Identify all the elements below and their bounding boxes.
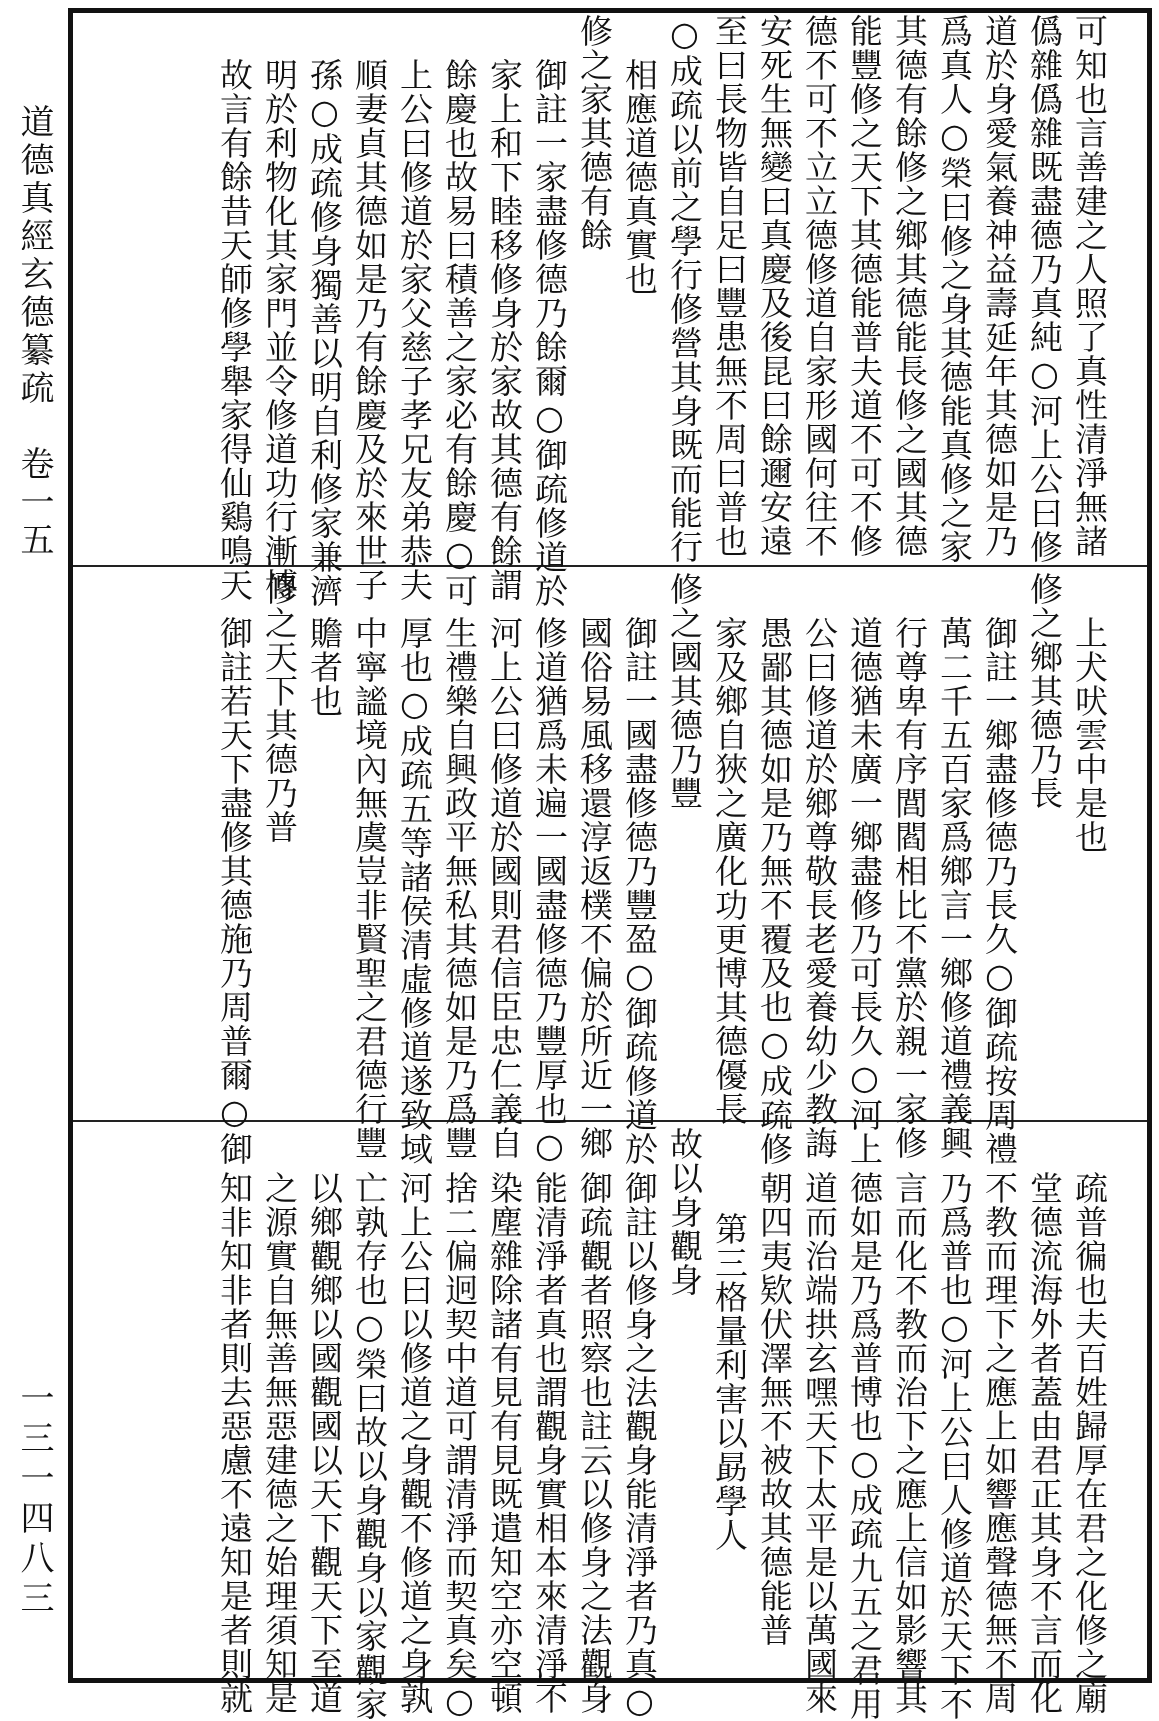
- text-column: 能豐修之天下其德能普夫道不可不修: [845, 14, 884, 558]
- text-column: 僞雜僞雜既盡德乃真純○河上公曰修: [1025, 14, 1064, 564]
- margin-page-number: 一三一四八三: [14, 1380, 54, 1620]
- text-column: 道而治端拱玄嘿天下太平是以萬國來: [800, 1171, 839, 1715]
- heading-column: 修之鄉其德乃長: [1025, 572, 1064, 810]
- text-column: 御疏觀者照察也註云以修身之法觀身: [575, 1171, 614, 1715]
- text-column: 至曰長物皆自足曰豐患無不周曰普也: [710, 14, 749, 558]
- text-panel-top: [105, 14, 1115, 608]
- text-column: 道德猶未廣一鄉盡修乃可長久○河上: [845, 616, 884, 1166]
- margin-book-title: 道德真經玄德纂疏 卷一五: [14, 104, 54, 560]
- text-column: 河上公曰以修道之身觀不修道之身孰: [395, 1171, 434, 1715]
- text-column: 安死生無變曰真慶及後昆曰餘邇安遠: [755, 14, 794, 558]
- text-column: 其德有餘修之鄉其德能長修之國其德: [890, 14, 929, 558]
- heading-column: 修之天下其德乃普: [260, 572, 299, 844]
- text-column: 道於身愛氣養神益壽延年其德如是乃: [980, 14, 1019, 558]
- text-column: 贍者也: [305, 616, 344, 718]
- heading-column: 故以身觀身: [665, 1127, 704, 1297]
- text-column: 明於利物化其家門並令修道功行漸博: [260, 58, 299, 602]
- text-column: 御註一鄉盡修德乃長久○御疏按周禮: [980, 616, 1019, 1166]
- text-column: 御註若天下盡修其德施乃周普爾○御: [215, 616, 254, 1166]
- text-column: 河上公曰修道於國則君信臣忠仁義自: [485, 616, 524, 1160]
- text-column: 疏普徧也夫百姓歸厚在君之化修之廟: [1070, 1171, 1109, 1715]
- text-column: ○成疏以前之學行修營其身既而能行: [665, 14, 704, 564]
- heading-column: 修之家其德有餘: [575, 14, 614, 252]
- text-column: 亡孰存也○榮曰故以身觀身以家觀家: [350, 1171, 389, 1721]
- text-column: 乃爲普也○河上公曰人修道於天下不: [935, 1171, 974, 1721]
- text-column: 愚鄙其德如是乃無不覆及也○成疏修: [755, 616, 794, 1166]
- text-column: 可知也言善建之人照了真性清淨無諸: [1070, 14, 1109, 558]
- text-column: 朝四夷欵伏澤無不被故其德能普: [755, 1171, 794, 1647]
- text-column: 順妻貞其德如是乃有餘慶及於來世子: [350, 58, 389, 602]
- text-column: 德不可不立立德修道自家形國何往不: [800, 14, 839, 558]
- text-column: 堂德流海外者蓋由君正其身不言而化: [1025, 1171, 1064, 1715]
- text-column: 知非知非者則去惡慮不遠知是者則就: [215, 1171, 254, 1715]
- text-column: 厚也○成疏五等諸侯清虛修道遂致域: [395, 616, 434, 1166]
- text-column: 能清淨者真也謂觀身實相本來清淨不: [530, 1171, 569, 1715]
- text-column: 相應道德真實也: [620, 58, 659, 296]
- section-heading-column: 第三格量利害以勗學人: [710, 1212, 749, 1552]
- heading-column: 修之國其德乃豐: [665, 572, 704, 810]
- text-column: 染塵雜除諸有見有見既遣知空亦空頓: [485, 1171, 524, 1715]
- text-column: 餘慶也故易曰積善之家必有餘慶○可: [440, 58, 479, 608]
- text-column: 御註一家盡修德乃餘爾○御疏修道於: [530, 58, 569, 608]
- text-column: 上公曰修道於家父慈子孝兄友弟恭夫: [395, 58, 434, 602]
- text-column: 德如是乃爲普博也○成疏九五之君用: [845, 1171, 884, 1721]
- text-column: 修道猶爲未遍一國盡修德乃豐厚也○: [530, 616, 569, 1166]
- text-panel-middle: [105, 572, 1115, 1166]
- text-column: 家上和下睦移修身於家故其德有餘謂: [485, 58, 524, 602]
- text-column: 家及鄉自狹之廣化功更博其德優長: [710, 616, 749, 1126]
- text-column: 生禮樂自興政平無私其德如是乃爲豐: [440, 616, 479, 1160]
- text-column: 國俗易風移還淳返樸不偏於所近一鄉: [575, 616, 614, 1160]
- text-column: 中寧謐境內無虞豈非賢聖之君德行豐: [350, 616, 389, 1160]
- text-column: 爲真人○榮曰修之身其德能真修之家: [935, 14, 974, 564]
- text-panel-bottom: [105, 1127, 1115, 1721]
- text-column: 行尊卑有序閭閻相比不黨於親一家修: [890, 616, 929, 1160]
- text-column: 御註一國盡修德乃豐盈○御疏修道於: [620, 616, 659, 1166]
- text-column: 故言有餘昔天師修學舉家得仙鷄鳴天: [215, 58, 254, 602]
- text-column: 御註以修身之法觀身能清淨者乃真○: [620, 1171, 659, 1721]
- text-column: 上犬吠雲中是也: [1070, 616, 1109, 854]
- text-column: 言而化不教而治下之應上信如影響其: [890, 1171, 929, 1715]
- text-column: 公曰修道於鄉尊敬長老愛養幼少教誨: [800, 616, 839, 1160]
- text-column: 萬二千五百家爲鄉言一鄉修道禮義興: [935, 616, 974, 1160]
- text-column: 以鄉觀鄉以國觀國以天下觀天下至道: [305, 1171, 344, 1715]
- text-column: 捨二偏迥契中道可謂清淨而契真矣○: [440, 1171, 479, 1721]
- text-column: 孫○成疏修身獨善以明自利修家兼濟: [305, 58, 344, 608]
- text-column: 之源實自無善無惡建德之始理須知是: [260, 1171, 299, 1715]
- text-column: 不教而理下之應上如響應聲德無不周: [980, 1171, 1019, 1715]
